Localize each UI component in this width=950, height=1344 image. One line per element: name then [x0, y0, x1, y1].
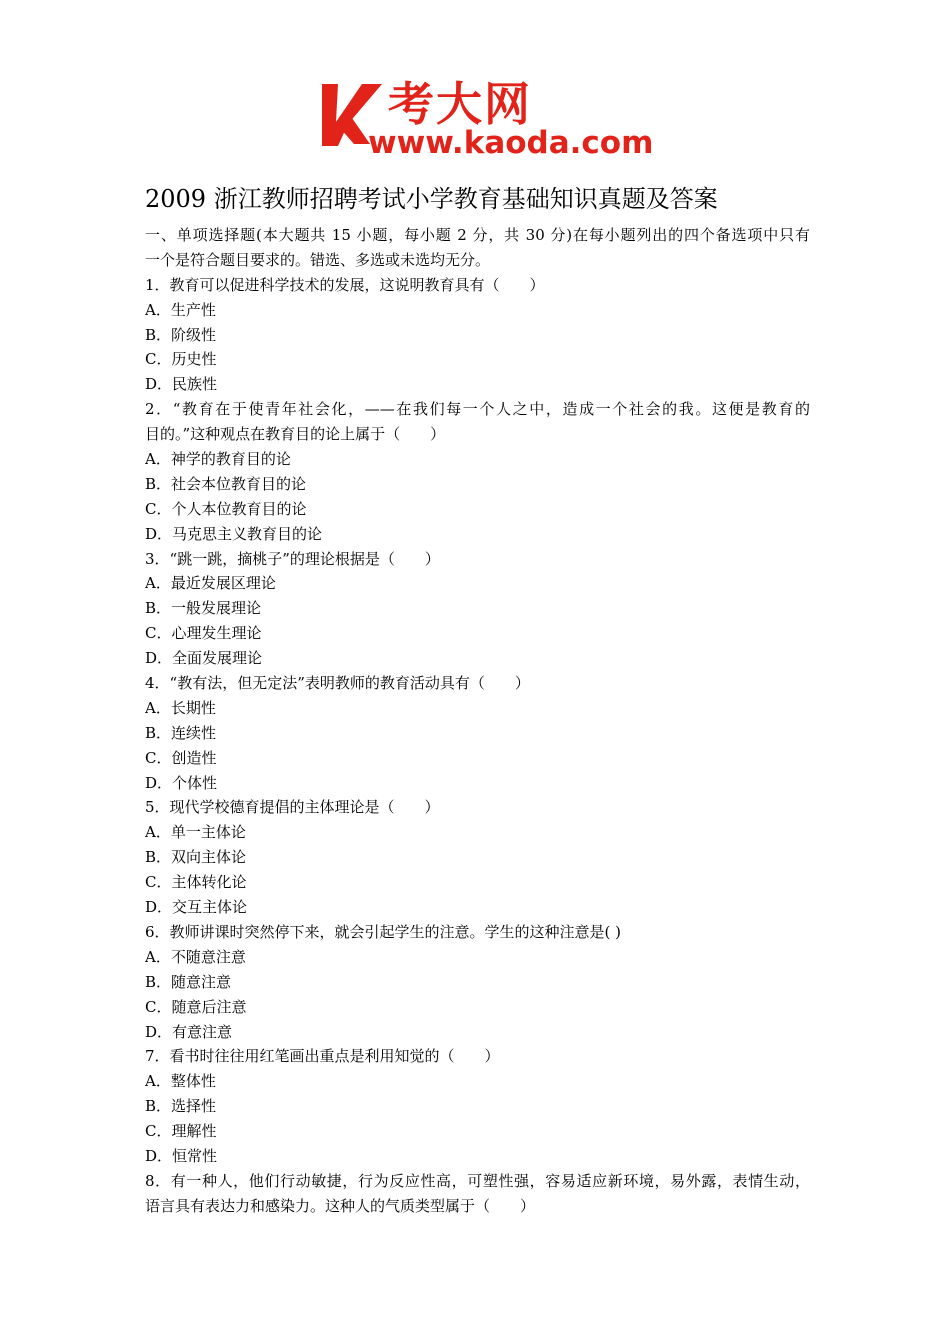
text-line: A．整体性 — [145, 1072, 216, 1091]
text-line: 4．“教有法，但无定法”表明教师的教育活动具有（ ） — [145, 674, 530, 693]
text-line: A．最近发展区理论 — [145, 574, 276, 593]
text-line: C．历史性 — [145, 350, 217, 369]
text-line: D．民族性 — [145, 375, 218, 394]
text-line: C．心理发生理论 — [145, 624, 262, 643]
text-line: A．神学的教育目的论 — [145, 450, 291, 469]
text-line: 1．教育可以促进科学技术的发展，这说明教育具有（ ） — [145, 275, 545, 294]
text-line: B．随意注意 — [145, 972, 232, 991]
text-line: D．马克思主义教育目的论 — [145, 524, 323, 543]
text-line: A．长期性 — [145, 698, 216, 717]
text-line: B．双向主体论 — [145, 848, 247, 867]
text-line: 7．看书时往往用红笔画出重点是利用知觉的（ ） — [145, 1047, 500, 1066]
text-line: B．一般发展理论 — [145, 599, 262, 618]
text-line: 6．教师讲课时突然停下来，就会引起学生的注意。学生的这种注意是( ) — [145, 922, 622, 941]
text-line: C．创造性 — [145, 748, 217, 767]
document-body — [145, 223, 810, 1219]
text-line: 5．现代学校德育提倡的主体理论是（ ） — [145, 798, 440, 817]
kaoda-logo — [318, 77, 654, 161]
text-line: B．社会本位教育目的论 — [145, 474, 307, 493]
logo-brand-text: 考大网 — [388, 77, 532, 131]
text-line: A．生产性 — [145, 300, 216, 319]
text-line: D．恒常性 — [145, 1146, 218, 1165]
text-line: C．主体转化论 — [145, 873, 247, 892]
text-line: 2．“教育在于使青年社会化，——在我们每一个人之中，造成一个社会的我。这便是教育的 — [145, 400, 810, 419]
logo-url-text: www.kaoda.com — [368, 125, 654, 161]
text-line: D．全面发展理论 — [145, 649, 263, 668]
text-line: 3．“跳一跳，摘桃子”的理论根据是（ ） — [145, 549, 440, 568]
text-line: A．单一主体论 — [145, 823, 246, 842]
text-line: D．有意注意 — [145, 1022, 233, 1041]
text-line: A．不随意注意 — [145, 947, 246, 966]
document-title: 2009 浙江教师招聘考试小学教育基础知识真题及答案 — [145, 185, 718, 213]
text-line: 8．有一种人，他们行动敏捷，行为反应性高，可塑性强，容易适应新环境，易外露，表情生动， — [145, 1171, 810, 1190]
text-line: C．理解性 — [145, 1122, 217, 1141]
text-line: D．交互主体论 — [145, 898, 248, 917]
text-line: C．随意后注意 — [145, 997, 247, 1016]
text-line: C．个人本位教育目的论 — [145, 499, 307, 518]
text-line: 一、单项选择题(本大题共 15 小题，每小题 2 分，共 30 分)在每小题列出的四个备选项中只有 — [145, 226, 810, 244]
text-line: D．个体性 — [145, 773, 218, 792]
text-line: 目的。”这种观点在教育目的论上属于（ ） — [145, 425, 446, 444]
text-line: B．选择性 — [145, 1097, 217, 1116]
text-line: B．连续性 — [145, 723, 217, 742]
text-line: B．阶级性 — [145, 325, 217, 344]
text-line: 语言具有表达力和感染力。这种人的气质类型属于（ ） — [145, 1196, 536, 1215]
text-line: 一个是符合题目要求的。错选、多选或未选均无分。 — [145, 250, 491, 269]
